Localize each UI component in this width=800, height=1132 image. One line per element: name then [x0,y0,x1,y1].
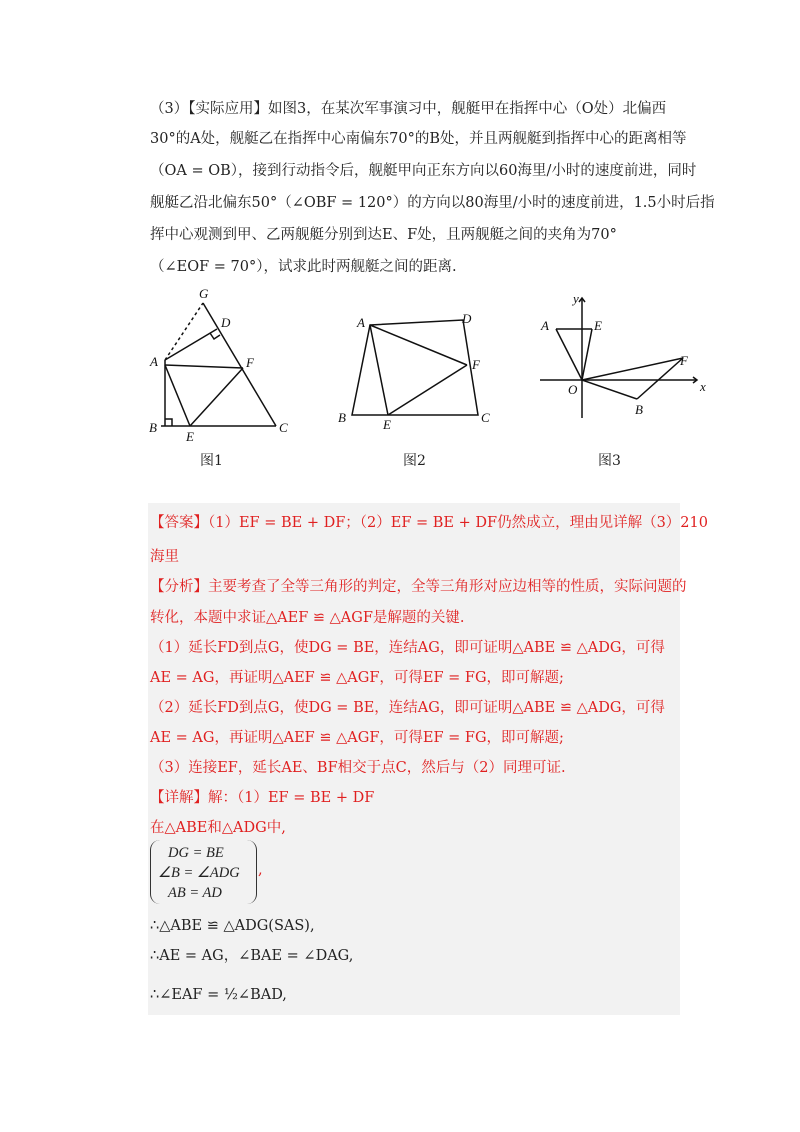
fig1-label-b: B [149,420,157,435]
question-line-2: 30°的A处，舰艇乙在指挥中心南偏东70°的B处，并且两舰艇到指挥中心的距离相等 [150,131,687,147]
figure-2 [330,305,500,435]
analysis-part1-line-1: （1）延长FD到点G，使DG = BE，连结AG，即可证明△ABE ≌ △ADG，可得 [150,640,665,656]
fig1-label-d: D [221,315,231,330]
fig2-label-b: B [338,410,346,425]
question-line-6: （∠EOF = 70°），试求此时两舰艇之间的距离. [150,259,457,275]
fig1-line-ae [165,365,190,426]
fig1-line-ag-dashed [165,303,203,360]
system-comma: , [258,862,263,878]
fig2-line-ae [370,325,388,415]
fig1-label-e: E [186,429,194,444]
fig1-right-angle-b [165,419,172,426]
fig1-label-g: G [199,286,209,301]
fig1-line-af [165,365,243,368]
question-line-3: （OA = OB），接到行动指令后，舰艇甲向正东方向以60海里/小时的速度前进，同时 [150,163,697,179]
fig1-label-c: C [279,420,288,435]
question-line-5: 挥中心观测到甲、乙两舰艇分别到达E、F处，且两舰艇之间的夹角为70° [150,227,617,243]
fig3-label-e: E [594,318,602,333]
fig1-right-angle-d [210,333,220,339]
figure-3-caption: 图3 [598,453,621,469]
system-line-1: DG = BE [168,845,224,861]
question-line-1: （3）【实际应用】如图3，在某次军事演习中，舰艇甲在指挥中心（O处）北偏西 [150,101,667,117]
fig3-label-b: B [635,402,643,417]
answer-line-2: 海里 [150,549,179,565]
analysis-part1-line-2: AE = AG，再证明△AEF ≌ △AGF，可得EF = FG，即可解题; [150,670,564,686]
analysis-line-1: 【分析】主要考查了全等三角形的判定，全等三角形对应边相等的性质，实际问题的 [150,579,687,595]
fig2-label-c: C [481,410,490,425]
fig3-label-f: F [680,353,688,368]
fig2-label-f: F [472,357,480,372]
fig3-label-a: A [541,318,549,333]
detail-line-5: ∴∠EAF = ½∠BAD, [150,987,287,1003]
fig2-label-a: A [357,315,365,330]
figure-3 [535,290,710,425]
fig3-label-x: x [700,379,706,394]
detail-line-1: 【详解】解：（1）EF = BE + DF [150,790,375,806]
fig3-line-eo [582,329,592,380]
fig3-label-o: O [568,382,578,397]
fig2-quadrilateral [352,320,478,415]
fig1-line-ad [165,329,217,360]
fig3-line-ob [582,380,637,399]
system-line-3: AB = AD [168,885,222,901]
fig2-line-af [370,325,467,365]
system-brace-right [246,840,257,904]
system-line-2: ∠B = ∠ADG [158,865,240,881]
analysis-line-2: 转化，本题中求证△AEF ≌ △AGF是解题的关键. [150,610,465,626]
detail-line-3: ∴△ABE ≌ △ADG(SAS), [150,918,315,934]
fig3-line-ao [556,329,582,380]
analysis-part3-line: （3）连接EF，延长AE、BF相交于点C，然后与（2）同理可证. [150,760,566,776]
analysis-part2-line-1: （2）延长FD到点G，使DG = BE，连结AG，即可证明△ABE ≌ △ADG，可得 [150,700,665,716]
figure-2-caption: 图2 [403,453,426,469]
fig3-line-of [582,358,683,380]
fig2-line-ef [388,365,467,415]
detail-line-4: ∴AE = AG，∠BAE = ∠DAG, [150,948,354,964]
fig2-label-e: E [383,417,391,432]
detail-line-2: 在△ABE和△ADG中, [150,820,286,836]
answer-line-1: 【答案】（1）EF = BE + DF；（2）EF = BE + DF仍然成立，理由见详解（3）210 [150,515,708,531]
analysis-part2-line-2: AE = AG，再证明△AEF ≌ △AGF，可得EF = FG，即可解题; [150,730,564,746]
fig2-label-d: D [462,311,472,326]
fig1-label-a: A [150,354,158,369]
figure-1 [145,285,295,445]
fig1-line-gc [203,303,276,426]
fig1-line-ef [190,368,243,426]
figure-1-caption: 图1 [200,453,223,469]
question-line-4: 舰艇乙沿北偏东50°（∠OBF = 120°）的方向以80海里/小时的速度前进，1.5小时后指 [150,195,715,211]
fig3-line-bf [637,358,683,399]
fig3-label-y: y [573,291,579,306]
fig1-label-f: F [246,355,254,370]
